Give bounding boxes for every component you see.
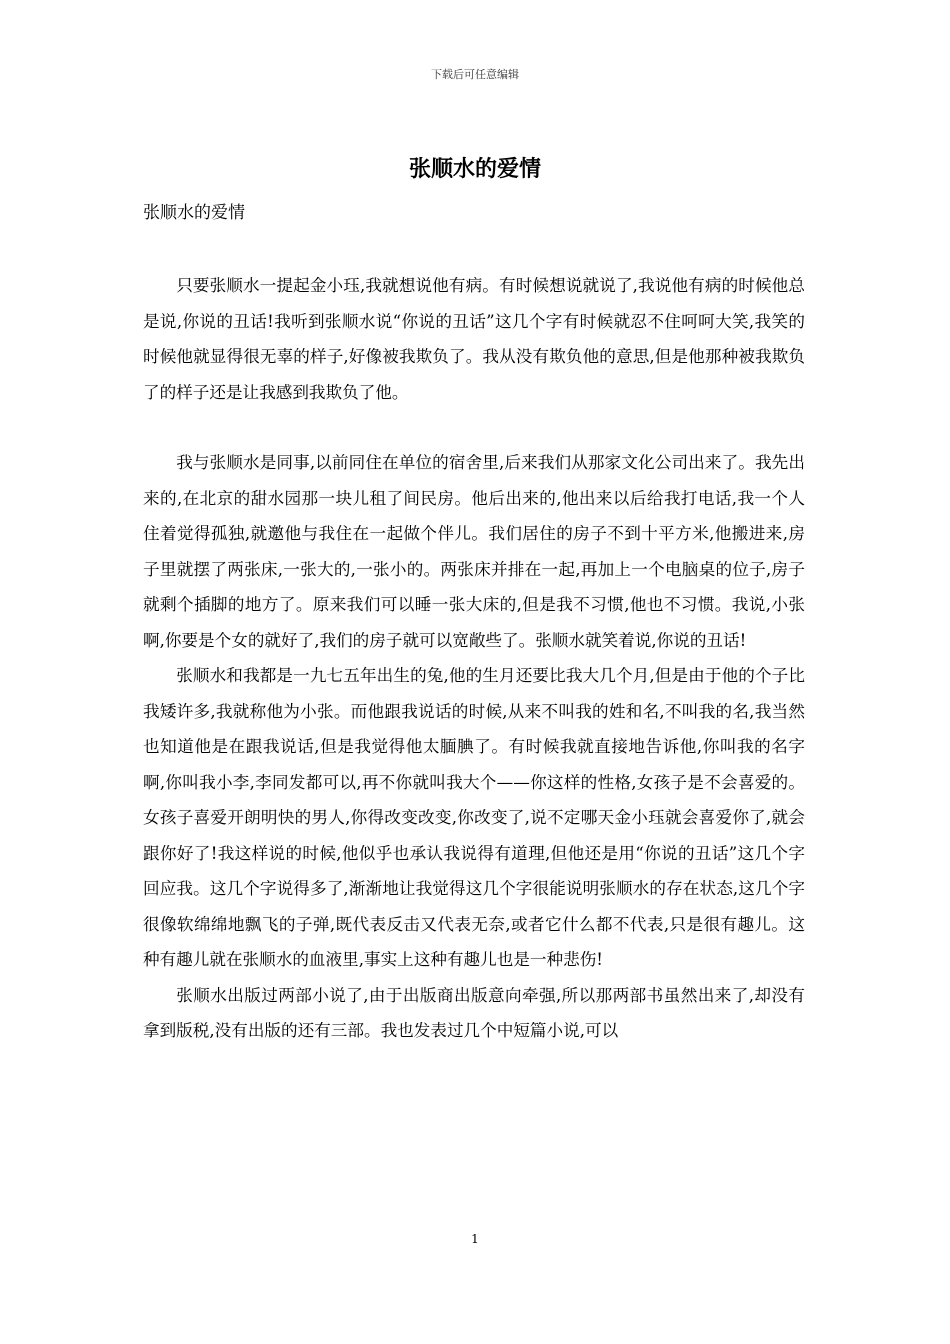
paragraph-1: 只要张顺水一提起金小珏,我就想说他有病。有时候想说就说了,我说他有病的时候他总是说,你说的丑话!我听到张顺水说“你说的丑话”这几个字有时候就忍不住呵呵大笑,我笑的时候他就显得很无辜的样子,好像被我欺负了。我从没有欺负他的意思,但是他那种被我欺负了的样子还是让我感到我欺负了他。	[143, 276, 805, 402]
paragraph-3: 张顺水和我都是一九七五年出生的兔,他的生月还要比我大几个月,但是由于他的个子比我矮许多,我就称他为小张。而他跟我说话的时候,从来不叫我的姓和名,不叫我的名,我当然也知道他是在跟我说话,但是我觉得他太腼腆了。有时候我就直接地告诉他,你叫我的名字啊,你叫我小李,李同发都可以,再不你就叫我大个——你这样的性格,女孩子是不会喜爱的。女孩子喜爱开朗明快的男人,你得改变改变,你改变了,说不定哪天金小珏就会喜爱你了,就会跟你好了!我这样说的时候,他似乎也承认我说得有道理,但他还是用“你说的丑话”这几个字回应我。这几个字说得多了,渐渐地让我觉得这几个字很能说明张顺水的存在状态,这几个字很像软绵绵地飘飞的子弹,既代表反击又代表无奈,或者它什么都不代表,只是很有趣儿。这种有趣儿就在张顺水的血液里,事实上这种有趣儿也是一种悲伤!	[143, 666, 805, 969]
paragraph-2: 我与张顺水是同事,以前同住在单位的宿舍里,后来我们从那家文化公司出来了。我先出来的,在北京的甜水园那一块儿租了间民房。他后出来的,他出来以后给我打电话,我一个人住着觉得孤独,就邀他与我住在一起做个伴儿。我们居住的房子不到十平方米,他搬进来,房子里就摆了两张床,一张大的,一张小的。两张床并排在一起,再加上一个电脑桌的位子,房子就剩个插脚的地方了。原来我们可以睡一张大床的,但是我不习惯,他也不习惯。我说,小张啊,你要是个女的就好了,我们的房子就可以宽敞些了。张顺水就笑着说,你说的丑话!	[143, 453, 805, 650]
document-title: 张顺水的爱情	[408, 157, 541, 182]
page-header: 下载后可任意编辑	[431, 68, 519, 81]
body-text	[143, 268, 805, 1049]
paragraph-4: 张顺水出版过两部小说了,由于出版商出版意向牵强,所以那两部书虽然出来了,却没有拿到版税,没有出版的还有三部。我也发表过几个中短篇小说,可以	[143, 985, 805, 1040]
page-number: 1	[471, 1232, 479, 1246]
document-subtitle: 张顺水的爱情	[143, 203, 245, 223]
